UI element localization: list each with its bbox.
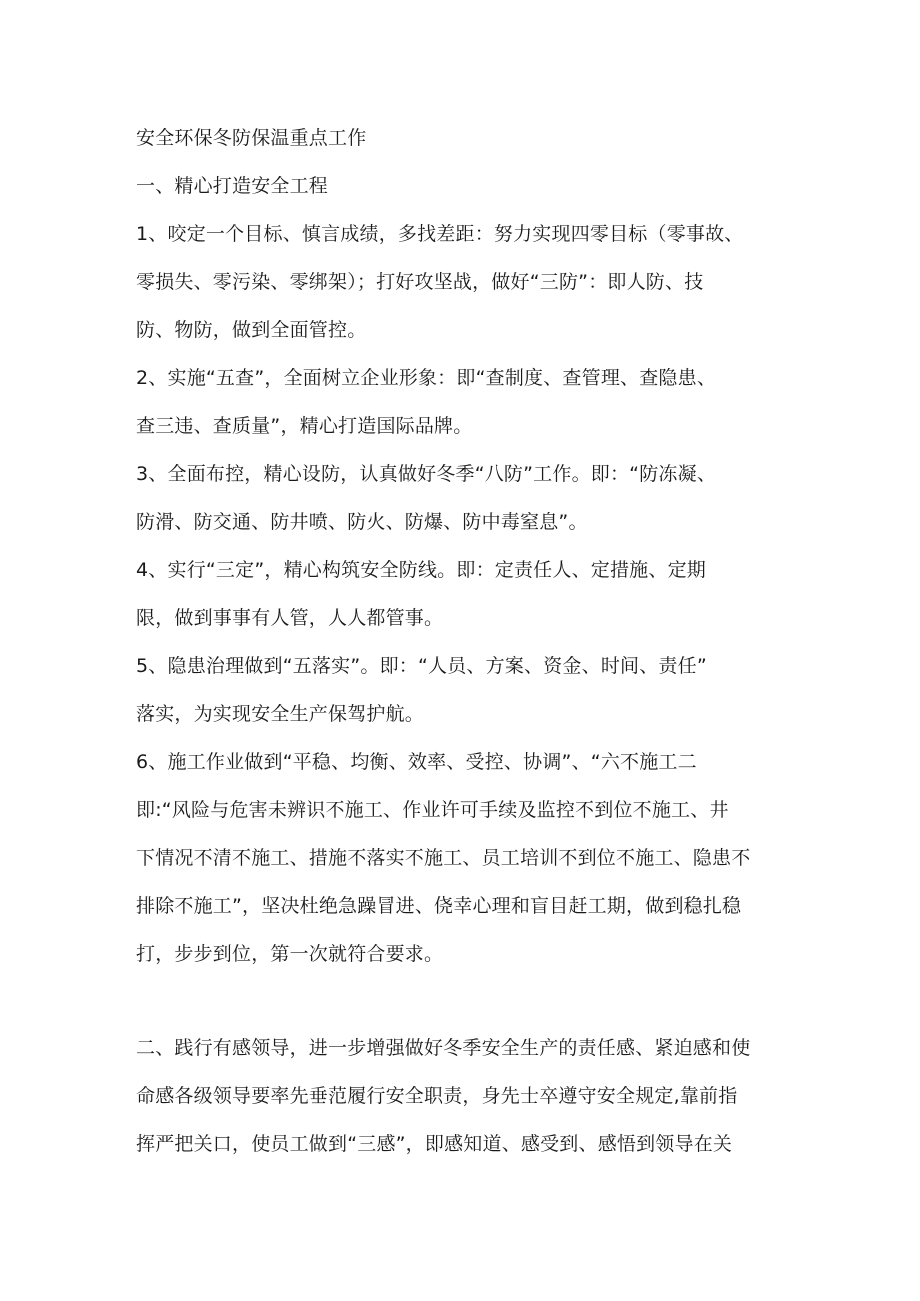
document-title: 安全环保冬防保温重点工作 — [136, 127, 367, 149]
item-line: 限，做到事事有人管，人人都管事。 — [136, 607, 444, 629]
item-line: 3、全面布控，精心设防，认真做好冬季“八防”工作。即：“防冻凝、 — [136, 463, 717, 485]
item-line: 防滑、防交通、防井喷、防火、防爆、防中毒窒息”。 — [136, 511, 588, 533]
item-3 — [136, 450, 786, 546]
item-line: 4、实行“三定”，精心构筑安全防线。即：定责任人、定措施、定期 — [136, 559, 706, 581]
item-4 — [136, 546, 786, 642]
item-line: 2、实施“五查”，全面树立企业形象：即“查制度、查管理、查隐患、 — [136, 367, 717, 389]
item-5 — [136, 642, 786, 738]
item-1 — [136, 210, 786, 354]
section-2 — [136, 1024, 786, 1168]
item-6 — [136, 738, 786, 978]
item-2 — [136, 354, 786, 450]
section-2-line: 二、践行有感领导，进一步增强做好冬季安全生产的责任感、紧迫感和使 — [136, 1037, 751, 1059]
item-line: 防、物防，做到全面管控。 — [136, 319, 367, 341]
item-line: 查三违、查质量”，精心打造国际品牌。 — [136, 415, 473, 437]
item-line: 6、施工作业做到“平稳、均衡、效率、受控、协调”、“六不施工二 — [136, 751, 697, 773]
section-spacer — [136, 978, 786, 1024]
section-2-line: 命感各级领导要率先垂范履行安全职责，身先士卒遵守安全规定,靠前指 — [136, 1085, 738, 1107]
section-1-heading: 一、精心打造安全工程 — [136, 175, 329, 197]
item-line: 落实，为实现安全生产保驾护航。 — [136, 703, 425, 725]
item-line: 排除不施工”，坚决杜绝急躁冒进、侥幸心理和盲目赶工期，做到稳扎稳 — [136, 895, 742, 917]
item-line: 打，步步到位，第一次就符合要求。 — [136, 943, 444, 965]
item-line: 下情况不清不施工、措施不落实不施工、员工培训不到位不施工、隐患不 — [136, 847, 751, 869]
item-line: 即:“风险与危害未辨识不施工、作业许可手续及监控不到位不施工、井 — [136, 799, 729, 821]
section-2-line: 挥严把关口，使员工做到“三感”，即感知道、感受到、感悟到领导在关 — [136, 1133, 733, 1155]
item-line: 零损失、零污染、零绑架）；打好攻坚战，做好“三防”：即人防、技 — [136, 271, 704, 293]
item-line: 1、咬定一个目标、慎言成绩，多找差距：努力实现四零目标（零事故、 — [136, 223, 744, 245]
document-body — [136, 114, 786, 1168]
item-line: 5、隐患治理做到“五落实”。即：“人员、方案、资金、时间、责任” — [136, 655, 707, 677]
